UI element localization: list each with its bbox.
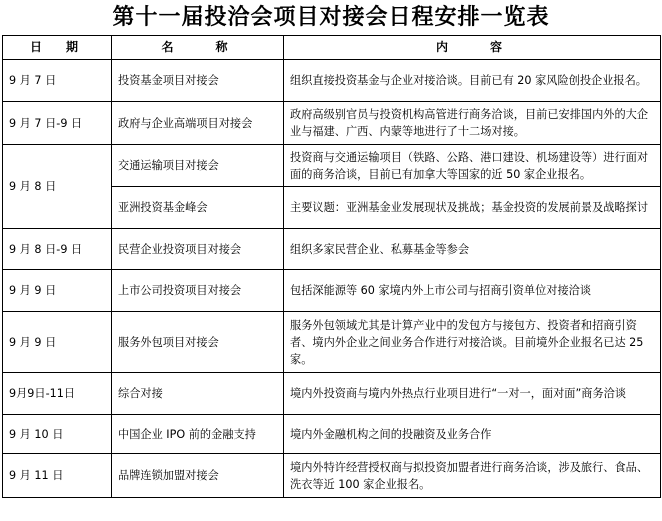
name-cell: 政府与企业高端项目对接会	[112, 102, 284, 145]
date-cell: 9月9日-11日	[3, 373, 112, 415]
date-cell: 9 月 8 日	[3, 145, 112, 229]
name-cell: 交通运输项目对接会	[112, 145, 284, 187]
name-cell: 品牌连锁加盟对接会	[112, 454, 284, 498]
table-row	[3, 373, 661, 415]
table-row	[3, 60, 661, 102]
header-date: 日 期	[3, 36, 112, 60]
content-cell: 境内外金融机构之间的投融资及业务合作	[284, 415, 661, 454]
table-row	[3, 415, 661, 454]
content-cell: 境内外投资商与境内外热点行业项目进行“一对一，面对面”商务洽谈	[284, 373, 661, 415]
date-cell: 9 月 11 日	[3, 454, 112, 498]
name-cell: 亚洲投资基金峰会	[112, 187, 284, 229]
content-cell: 组织多家民营企业、私募基金等参会	[284, 229, 661, 270]
table-row	[3, 312, 661, 373]
header-row	[3, 36, 661, 60]
content-cell: 组织直接投资基金与企业对接洽谈。目前已有 20 家风险创投企业报名。	[284, 60, 661, 102]
name-cell: 服务外包项目对接会	[112, 312, 284, 373]
date-cell: 9 月 7 日-9 日	[3, 102, 112, 145]
table-row	[3, 145, 661, 187]
content-cell: 主要议题：亚洲基金业发展现状及挑战；基金投资的发展前景及战略探讨	[284, 187, 661, 229]
name-cell: 综合对接	[112, 373, 284, 415]
table-row	[3, 454, 661, 498]
content-cell: 服务外包领域尤其是计算产业中的发包方与接包方、投资者和招商引资者、境内外企业之间业务合作进行对接洽谈。目前境外企业报名已达 25 家。	[284, 312, 661, 373]
page-title: 第十一届投洽会项目对接会日程安排一览表	[112, 4, 550, 30]
schedule-table	[2, 35, 661, 498]
content-cell: 境内外特许经营授权商与拟投资加盟者进行商务洽谈，涉及旅行、食品、洗衣等近 100 家企业报名。	[284, 454, 661, 498]
name-cell: 民营企业投资项目对接会	[112, 229, 284, 270]
table-row	[3, 229, 661, 270]
date-cell: 9 月 8 日-9 日	[3, 229, 112, 270]
table-row	[3, 102, 661, 145]
content-cell: 投资商与交通运输项目（铁路、公路、港口建设、机场建设等）进行面对面的商务洽谈，目前已有加拿大等国家的近 50 家企业报名。	[284, 145, 661, 187]
content-cell: 政府高级别官员与投资机构高管进行商务洽谈，目前已安排国内外的大企业与福建、广西、内蒙等地进行了十二场对接。	[284, 102, 661, 145]
header-name: 名 称	[112, 36, 284, 60]
date-cell: 9 月 10 日	[3, 415, 112, 454]
date-cell: 9 月 7 日	[3, 60, 112, 102]
header-content: 内 容	[284, 36, 661, 60]
name-cell: 上市公司投资项目对接会	[112, 270, 284, 312]
table-row	[3, 270, 661, 312]
date-cell: 9 月 9 日	[3, 312, 112, 373]
date-cell: 9 月 9 日	[3, 270, 112, 312]
name-cell: 投资基金项目对接会	[112, 60, 284, 102]
content-cell: 包括深能源等 60 家境内外上市公司与招商引资单位对接洽谈	[284, 270, 661, 312]
name-cell: 中国企业 IPO 前的金融支持	[112, 415, 284, 454]
